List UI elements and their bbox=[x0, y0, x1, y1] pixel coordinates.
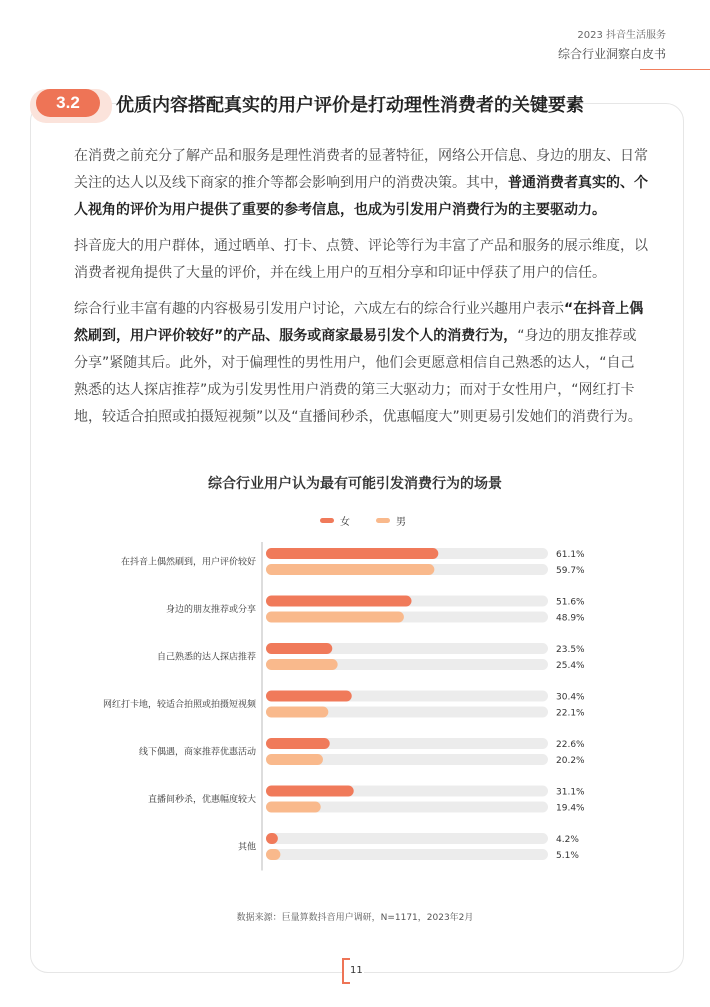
header-report-title: 综合行业洞察白皮书 bbox=[557, 47, 666, 61]
category-label: 自己熟悉的达人探店推荐 bbox=[156, 652, 256, 663]
bar-male bbox=[266, 754, 323, 765]
legend-label-male: 男 bbox=[396, 517, 406, 528]
paragraph-1-highlight: 普通消费者真实的、个人视角的评价为用户提供了重要的参考信息，也成为引发用户消费行为的主要驱动力。 bbox=[74, 175, 648, 218]
category-label: 直播间秒杀，优惠幅度较大 bbox=[147, 795, 256, 805]
page-number: 11 bbox=[350, 965, 363, 976]
bar-male bbox=[266, 659, 338, 670]
section-title: 优质内容搭配真实的用户评价是打动理性消费者的关键要素 bbox=[116, 95, 584, 116]
category-label: 身边的朋友推荐或分享 bbox=[165, 605, 256, 615]
data-label: 19.4% bbox=[556, 803, 585, 814]
category-label: 线下偶遇，商家推荐优惠活动 bbox=[138, 747, 256, 758]
bar-female bbox=[266, 786, 354, 797]
paragraph-3-text: 综合行业丰富有趣的内容极易引发用户讨论，六成左右的综合行业兴趣用户表示 bbox=[74, 301, 564, 317]
paragraph-1 bbox=[74, 143, 648, 224]
bar-male bbox=[266, 564, 434, 575]
bar-female bbox=[266, 643, 332, 654]
category-label: 在抖音上偶然刷到，用户评价较好 bbox=[120, 557, 256, 568]
bar-chart bbox=[0, 540, 710, 880]
data-label: 5.1% bbox=[556, 851, 579, 861]
data-label: 59.7% bbox=[556, 566, 585, 576]
bar-female bbox=[266, 548, 438, 559]
category-label: 网红打卡地，较适合拍照或拍摄短视频 bbox=[102, 700, 256, 710]
legend-item-female bbox=[320, 513, 350, 528]
paragraph-2: 抖音庞大的用户群体，通过晒单、打卡、点赞、评论等行为丰富了产品和服务的展示维度，以消费者视角提供了大量的评价，并在线上用户的互相分享和印证中俘获了用户的信任。 bbox=[74, 238, 648, 281]
section-number-badge: 3.2 bbox=[36, 89, 100, 117]
data-label: 22.6% bbox=[556, 740, 585, 750]
paragraph-3 bbox=[74, 296, 648, 431]
data-label: 20.2% bbox=[556, 756, 585, 766]
chart-title: 综合行业用户认为最有可能引发消费行为的场景 bbox=[208, 476, 502, 492]
bar-track bbox=[266, 833, 548, 844]
data-label: 31.1% bbox=[556, 787, 585, 798]
bar-male bbox=[266, 802, 321, 813]
bar-female bbox=[266, 596, 412, 607]
bar-male bbox=[266, 612, 404, 623]
category-label: 其他 bbox=[237, 842, 256, 853]
paragraph-3-text-rest: “身边的朋友推荐或分享”紧随其后。此外，对于偏理性的男性用户，他们会更愿意相信自己熟悉的达人，“自己熟悉的达人探店推荐”成为引发男性用户消费的第三大驱动力；而对于女性用户，“网红打卡地，较适合拍照或拍摄短视频”以及“直播间秒杀，优惠幅度大”则更易引发她们的消费行为。 bbox=[74, 328, 642, 425]
bar-female bbox=[266, 738, 330, 749]
chart-legend bbox=[320, 513, 406, 528]
bar-female bbox=[266, 691, 352, 702]
bar-male bbox=[266, 707, 328, 718]
legend-swatch-female bbox=[320, 518, 334, 523]
data-label: 61.1% bbox=[556, 550, 585, 560]
data-label: 51.6% bbox=[556, 597, 585, 608]
source-note: 数据来源：巨量算数抖音用户调研，N=1171，2023年2月 bbox=[236, 913, 474, 923]
legend-swatch-male bbox=[376, 518, 390, 523]
data-label: 4.2% bbox=[556, 835, 579, 845]
bar-female bbox=[266, 833, 278, 844]
header-divider bbox=[640, 69, 710, 70]
data-label: 22.1% bbox=[556, 708, 585, 719]
legend-label-female: 女 bbox=[340, 517, 350, 528]
bar-male bbox=[266, 849, 280, 860]
paragraph-1-text: 在消费之前充分了解产品和服务是理性消费者的显著特征，网络公开信息、身边的朋友、日常关注的达人以及线下商家的推介等都会影响到用户的消费决策。其中， bbox=[74, 148, 648, 191]
legend-item-male bbox=[376, 513, 406, 528]
data-label: 25.4% bbox=[556, 661, 585, 671]
paragraph-3-highlight: “在抖音上偶然刷到，用户评价较好”的产品、服务或商家最易引发个人的消费行为， bbox=[74, 301, 644, 344]
bar-track bbox=[266, 849, 548, 860]
data-label: 48.9% bbox=[556, 613, 585, 624]
header-year-label: 2023 抖音生活服务 bbox=[577, 30, 666, 41]
data-label: 30.4% bbox=[556, 692, 585, 703]
data-label: 23.5% bbox=[556, 645, 585, 655]
